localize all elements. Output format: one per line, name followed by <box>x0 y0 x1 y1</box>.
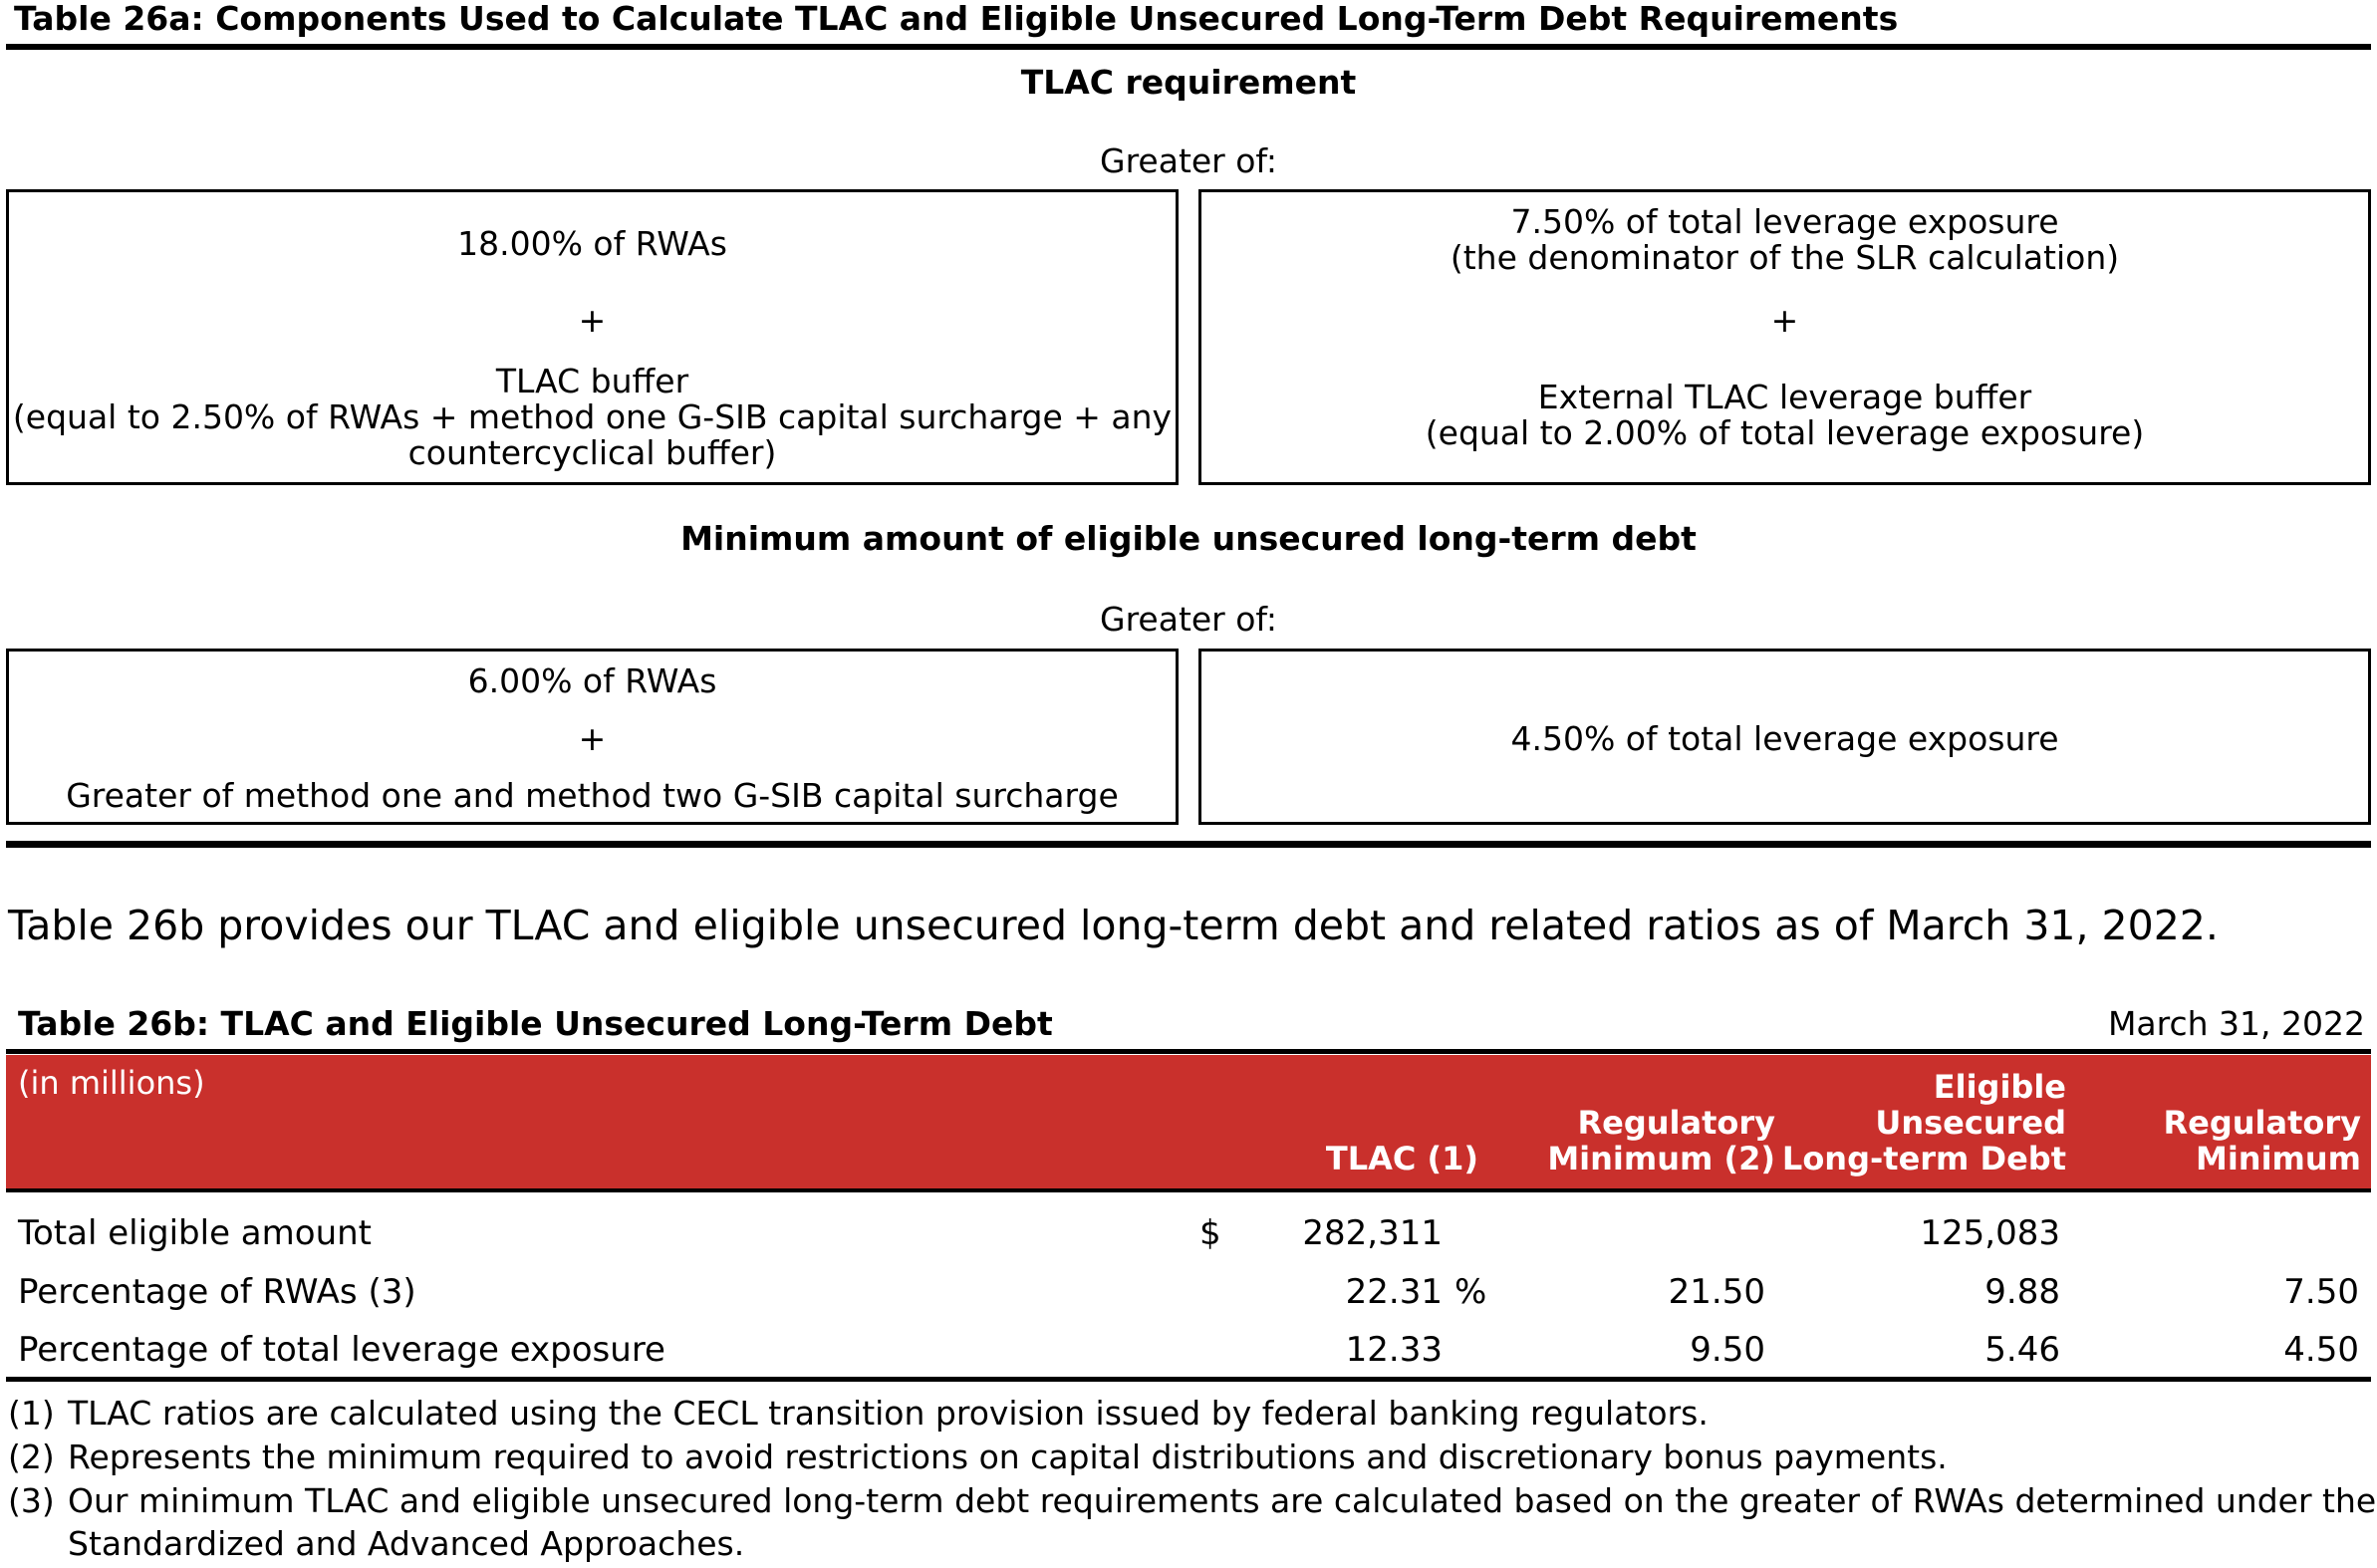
footnote-number: (2) <box>8 1437 55 1476</box>
eligible-ltd-value: 5.46 <box>1984 1330 2060 1370</box>
table-row <box>0 1330 2377 1374</box>
units-label: (in millions) <box>18 1064 205 1102</box>
ltd-minimum-heading: Minimum amount of eligible unsecured long-term debt <box>680 519 1697 558</box>
regulatory-minimum-2-value: 21.50 <box>1668 1272 1765 1312</box>
table-26b-header-rule <box>6 1188 2371 1192</box>
ltd-rwa-percentage: 6.00% of RWAs <box>467 661 717 700</box>
regulatory-minimum-value: 7.50 <box>2283 1272 2359 1312</box>
row-label: Percentage of total leverage exposure <box>18 1330 665 1370</box>
tlac-value: 22.31 <box>1345 1272 1443 1312</box>
eligible-ltd-value: 9.88 <box>1984 1272 2060 1312</box>
tlac-leverage-box <box>1198 189 2371 485</box>
regulatory-minimum-2-value: 9.50 <box>1690 1330 1765 1370</box>
tlac-rwa-plus-sign: + <box>578 301 607 340</box>
tlac-value: 12.33 <box>1345 1330 1443 1370</box>
tlac-greater-of-label: Greater of: <box>1100 141 1277 180</box>
tlac-requirement-heading: TLAC requirement <box>1020 63 1357 102</box>
footnote-number: (3) <box>8 1481 55 1520</box>
ltd-leverage-box <box>1198 649 2371 825</box>
ltd-leverage-percentage: 4.50% of total leverage exposure <box>1510 719 2059 758</box>
tlac-leverage-percentage: 7.50% of total leverage exposure <box>1510 202 2059 241</box>
regulatory-minimum-2-header-line1: Regulatory <box>1577 1104 1775 1142</box>
tlac-leverage-plus-sign: + <box>1770 301 1799 340</box>
tlac-leverage-denominator-note: (the denominator of the SLR calculation) <box>1450 238 2120 277</box>
ltd-greater-of-label: Greater of: <box>1100 600 1277 639</box>
table-26a-bottom-rule <box>6 841 2371 848</box>
eligible-ltd-header-line2: Unsecured <box>1875 1104 2066 1142</box>
tlac-buffer-description-line1: (equal to 2.50% of RWAs + method one G-SIB capital surcharge + any <box>12 397 1173 436</box>
eligible-ltd-value: 125,083 <box>1920 1213 2060 1253</box>
table-row <box>0 1272 2377 1316</box>
ltd-rwa-plus-sign: + <box>578 719 607 758</box>
regulatory-minimum-header-line2: Minimum <box>2195 1140 2361 1177</box>
table-26b-intro-text: Table 26b provides our TLAC and eligible unsecured long-term debt and related ratios as of March 31, 2022. <box>8 902 2219 949</box>
table-row <box>0 1213 2377 1257</box>
table-26b-title: Table 26b: TLAC and Eligible Unsecured Long-Term Debt <box>18 1004 1053 1043</box>
tlac-rwa-percentage: 18.00% of RWAs <box>457 224 727 263</box>
external-tlac-leverage-buffer-label: External TLAC leverage buffer <box>1537 378 2032 416</box>
table-26b-header <box>6 1055 2371 1189</box>
table-26a-top-rule <box>6 44 2371 50</box>
tlac-buffer-label: TLAC buffer <box>495 362 689 400</box>
regulatory-minimum-value: 4.50 <box>2283 1330 2359 1370</box>
ltd-gsib-surcharge-note: Greater of method one and method two G-SIB capital surcharge <box>66 776 1119 815</box>
currency-symbol: $ <box>1199 1213 1221 1253</box>
row-label: Total eligible amount <box>18 1213 372 1253</box>
eligible-ltd-header-line3: Long-term Debt <box>1781 1140 2066 1177</box>
tlac-rwa-box <box>6 189 1179 485</box>
table-26b-top-rule <box>6 1049 2371 1054</box>
external-tlac-leverage-buffer-note: (equal to 2.00% of total leverage exposure) <box>1425 413 2145 452</box>
footnote-text: TLAC ratios are calculated using the CECL transition provision issued by federal banking regulators. <box>68 1394 1709 1433</box>
footnote-text: Represents the minimum required to avoid restrictions on capital distributions and discretionary bonus payments. <box>68 1437 1948 1476</box>
regulatory-minimum-2-header-line2: Minimum (2) <box>1547 1140 1775 1177</box>
tlac-buffer-description-line2: countercyclical buffer) <box>407 433 777 472</box>
ltd-rwa-box <box>6 649 1179 825</box>
footnote-text-continued: Standardized and Advanced Approaches. <box>68 1524 745 1563</box>
tlac-value: 282,311 <box>1302 1213 1443 1253</box>
eligible-ltd-header-line1: Eligible <box>1933 1068 2066 1106</box>
tlac-column-header: TLAC (1) <box>1325 1140 1478 1177</box>
tlac-suffix: % <box>1454 1272 1487 1312</box>
regulatory-minimum-header-line1: Regulatory <box>2163 1104 2361 1142</box>
row-label: Percentage of RWAs (3) <box>18 1272 416 1312</box>
table-26b-date: March 31, 2022 <box>2107 1004 2365 1043</box>
footnote-text: Our minimum TLAC and eligible unsecured long-term debt requirements are calculated based on the greater of RWAs determined under the <box>68 1481 2377 1520</box>
footnote-number: (1) <box>8 1394 55 1433</box>
table-26b-bottom-rule <box>6 1377 2371 1382</box>
table-26a-title: Table 26a: Components Used to Calculate TLAC and Eligible Unsecured Long-Term Debt Requirements <box>14 0 1899 38</box>
